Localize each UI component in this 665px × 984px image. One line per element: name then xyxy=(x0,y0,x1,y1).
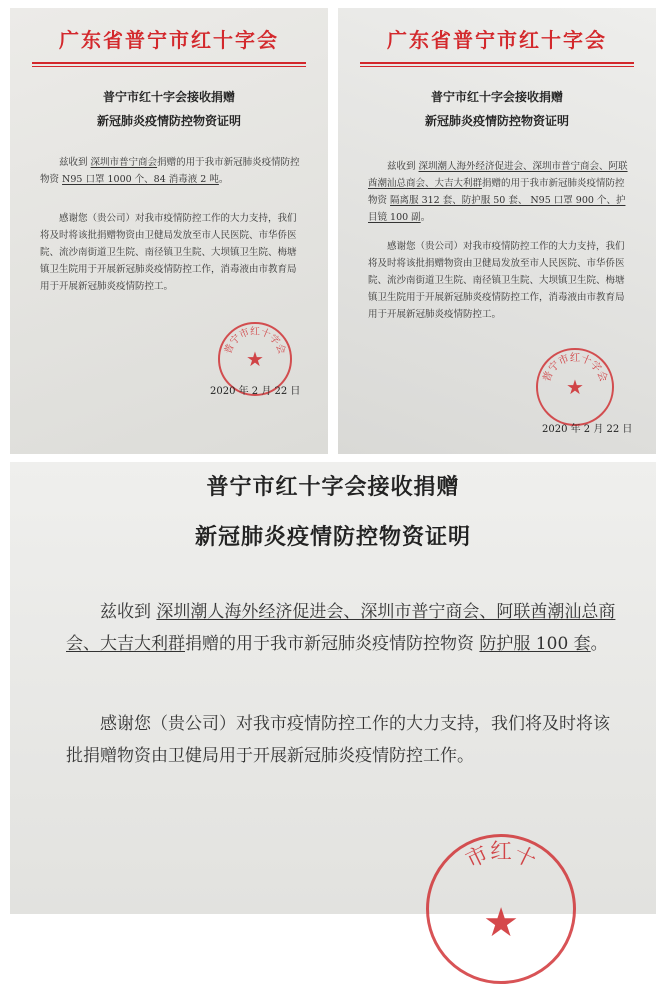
seal-star-icon: ★ xyxy=(246,347,264,371)
official-seal xyxy=(536,348,614,426)
issue-date: 2020 年 2 月 22 日 xyxy=(542,424,633,435)
receipt-paragraph: 兹收到 深圳潮人海外经济促进会、深圳市普宁商会、阿联酋潮汕总商会、大吉大利群捐赠的用于我市新冠肺炎疫情防控物资 防护服 100 套。 xyxy=(66,602,616,654)
org-header: 广东省普宁市红十字会 xyxy=(59,28,279,52)
donation-items: N95 口罩 1000 个、84 消毒液 2 吨 xyxy=(62,174,219,185)
org-header: 广东省普宁市红十字会 xyxy=(387,28,607,52)
header-rule xyxy=(32,62,306,64)
donation-items: 防护服 100 套 xyxy=(479,634,591,654)
seal-star-icon: ★ xyxy=(483,900,519,947)
official-seal-partial xyxy=(426,834,576,984)
svg-text:市红十: 市红十 xyxy=(462,839,540,874)
thanks-paragraph: 感谢您（贵公司）对我市疫情防控工作的大力支持，我们将及时将该批捐赠物资由卫健局发放至市人民医院、市华侨医院、流沙南街道卫生院、南径镇卫生院、大坝镇卫生院、梅塘镇卫生院用于开展新冠肺炎疫情防控工作，消毒液由市教育局用于开展新冠肺炎疫情防控工。 xyxy=(368,241,625,320)
header-rule-thin xyxy=(360,66,634,67)
doc-subtitle: 新冠肺炎疫情防控物资证明 xyxy=(96,114,241,128)
thanks-paragraph: 感谢您（贵公司）对我市疫情防控工作的大力支持，我们将及时将该批捐赠物资由卫健局发放至市人民医院、市华侨医院、流沙南街道卫生院、南径镇卫生院、大坝镇卫生院、梅塘镇卫生院用于开展新冠肺炎疫情防控工作，消毒液由市教育局用于开展新冠肺炎疫情防控工。 xyxy=(40,213,297,292)
donor-name: 深圳潮人海外经济促进会、深圳市普宁商会、阿联酋潮汕总商会、大吉大利群 xyxy=(368,161,628,189)
doc-title: 普宁市红十字会接收捐赠 xyxy=(430,90,563,104)
doc-title: 普宁市红十字会接收捐赠 xyxy=(102,90,235,104)
header-rule xyxy=(360,62,634,64)
header-rule-thin xyxy=(32,66,306,67)
document-photo-3-closeup xyxy=(10,462,656,947)
donation-items: 隔离服 312 套、防护服 50 套、 N95 口罩 900 个、护目镜 100 副 xyxy=(368,195,626,223)
receipt-paragraph: 兹收到 深圳潮人海外经济促进会、深圳市普宁商会、阿联酋潮汕总商会、大吉大利群捐赠的用于我市新冠肺炎疫情防控物资 隔离服 312 套、防护服 50 套、 N95 口罩 900 个、护目镜 100 副。 xyxy=(368,161,628,223)
issue-date: 2020 年 2 月 22 日 xyxy=(210,386,301,397)
receipt-paragraph: 兹收到 深圳市普宁商会捐赠的用于我市新冠肺炎疫情防控物资 N95 口罩 1000 个、84 消毒液 2 吨。 xyxy=(40,157,300,185)
doc-subtitle: 新冠肺炎疫情防控物资证明 xyxy=(194,524,471,550)
svg-text:普宁市红十字会: 普宁市红十字会 xyxy=(540,351,610,384)
doc-subtitle: 新冠肺炎疫情防控物资证明 xyxy=(424,114,569,128)
seal-star-icon: ★ xyxy=(566,375,584,399)
doc-title: 普宁市红十字会接收捐赠 xyxy=(206,474,460,500)
donor-name: 深圳潮人海外经济促进会、深圳市普宁商会、阿联酋潮汕总商会、大吉大利群 xyxy=(66,602,616,654)
document-photo-1 xyxy=(10,8,328,454)
donor-name: 深圳市普宁商会 xyxy=(90,157,158,168)
svg-text:普宁市红十字会: 普宁市红十字会 xyxy=(222,326,288,356)
thanks-paragraph: 感谢您（贵公司）对我市疫情防控工作的大力支持，我们将及时将该批捐赠物资由卫健局用于开展新冠肺炎疫情防控工作。 xyxy=(66,714,610,766)
document-photo-2 xyxy=(338,8,656,454)
